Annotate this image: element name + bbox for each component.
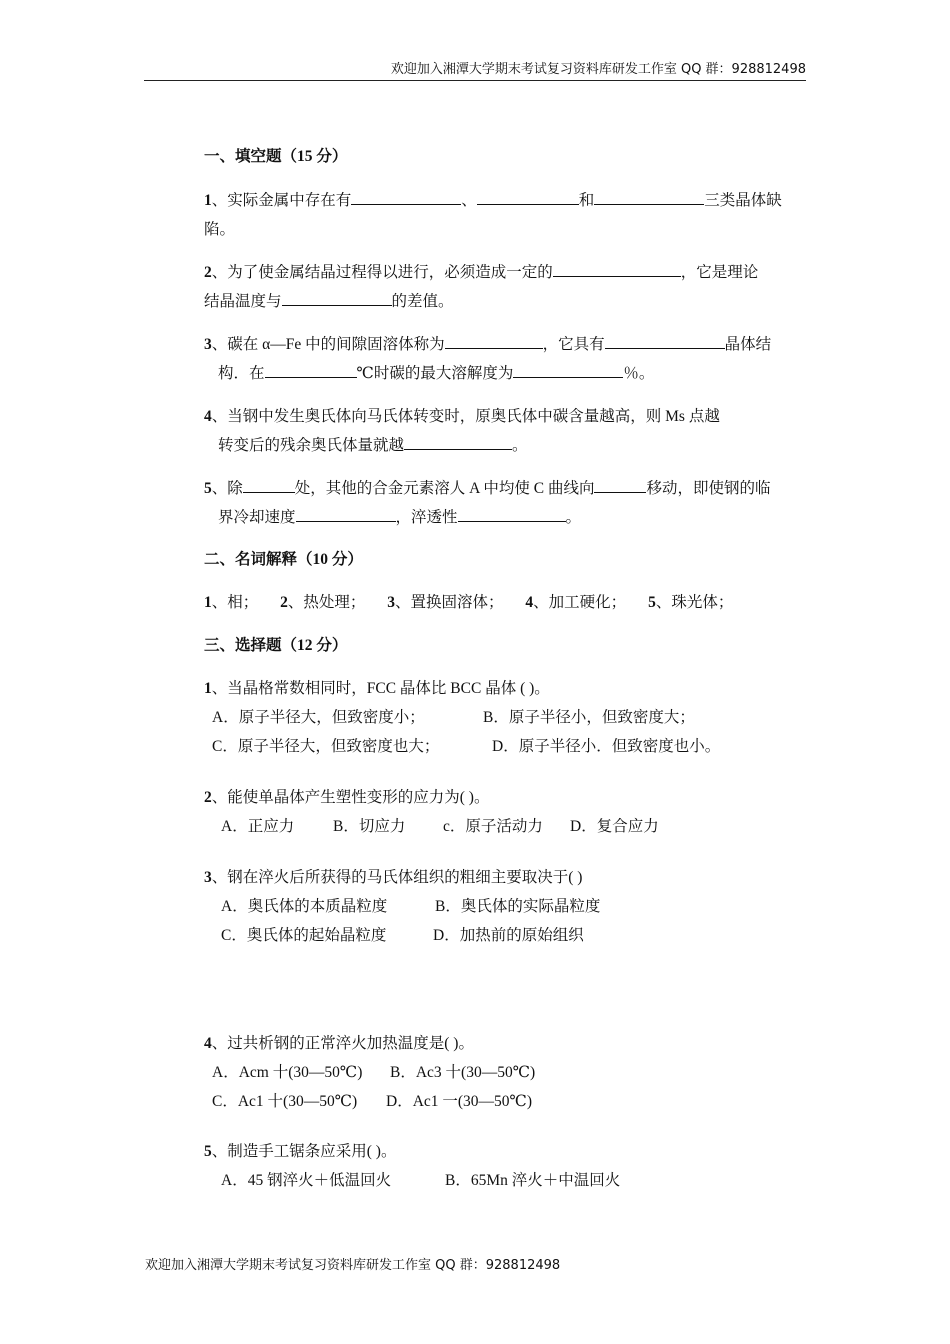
question-number: 5 — [204, 1143, 212, 1160]
question-number: 1 — [204, 192, 212, 209]
answer-blank[interactable] — [243, 477, 295, 493]
choice-question-4-stem — [204, 1029, 806, 1058]
section-3-title: 三、选择题（12 分） — [204, 637, 348, 654]
question-number: 4 — [204, 1035, 212, 1052]
question-text: 晶体结 — [724, 336, 772, 353]
fill-question-3 — [204, 330, 806, 388]
question-text: 处，其他的合金元素溶人 A 中均使 C 曲线向 — [294, 480, 595, 497]
answer-blank[interactable] — [265, 362, 357, 378]
answer-blank[interactable] — [404, 434, 512, 450]
answer-blank[interactable] — [296, 506, 396, 522]
question-number: 3 — [204, 336, 212, 353]
answer-blank[interactable] — [513, 362, 623, 378]
fill-question-2 — [204, 258, 806, 316]
choice-option-c[interactable]: C．原子半径大，但致密度也大； — [212, 738, 440, 755]
question-number: 2 — [204, 264, 212, 281]
answer-blank[interactable] — [458, 506, 566, 522]
choice-option-c[interactable]: c．原子活动力 — [443, 818, 543, 835]
answer-blank[interactable] — [282, 290, 392, 306]
question-text: 、碳在 α—Fe 中的间隙固溶体称为 — [211, 336, 445, 353]
question-text: 、除 — [211, 480, 243, 497]
choice-option-b[interactable]: B．Ac3 十(30—50℃) — [390, 1064, 536, 1081]
question-number: 1 — [204, 680, 212, 697]
answer-blank[interactable] — [553, 261, 681, 277]
question-number: 2 — [204, 789, 212, 806]
question-text: ，淬透性 — [395, 509, 458, 526]
question-text: 、为了使金属结晶过程得以进行，必须造成一定的 — [211, 264, 553, 281]
answer-blank[interactable] — [605, 333, 725, 349]
question-text: 构．在 — [218, 365, 265, 382]
section-2-title: 二、名词解释（10 分） — [204, 551, 363, 568]
question-text: 、 — [461, 192, 477, 209]
question-text: 、当钢中发生奥氏体向马氏体转变时，原奥氏体中碳含量越高，则 Ms 点越 — [211, 408, 720, 425]
choice-option-a[interactable]: A．正应力 — [221, 818, 295, 835]
question-text: 转变后的残余奥氏体量就越 — [218, 437, 405, 454]
question-text: 陷。 — [204, 221, 236, 238]
choice-option-d[interactable]: D．加热前的原始组织 — [433, 927, 584, 944]
question-text: 、过共析钢的正常淬火加热温度是( )。 — [211, 1035, 474, 1052]
term-item: 4、加工硬化； — [525, 594, 627, 611]
question-text: ，它是理论 — [680, 264, 759, 281]
question-text: 结晶温度与 — [204, 293, 282, 310]
answer-blank[interactable] — [351, 189, 461, 205]
choice-option-b[interactable]: B．65Mn 淬火＋中温回火 — [445, 1172, 621, 1189]
question-number: 4 — [204, 408, 212, 425]
term-item: 2、热处理； — [280, 594, 366, 611]
question-text: 界冷却速度 — [218, 509, 296, 526]
question-text: 的差值。 — [391, 293, 454, 310]
question-text: 。 — [565, 509, 582, 526]
answer-blank[interactable] — [594, 189, 704, 205]
choice-option-b[interactable]: B．奥氏体的实际晶粒度 — [435, 898, 601, 915]
choice-question-2-stem — [204, 783, 806, 812]
question-text: 移动，即使钢的临 — [646, 480, 771, 497]
choice-question-1-stem — [204, 674, 806, 703]
answer-blank[interactable] — [477, 189, 579, 205]
question-text: ％。 — [623, 365, 655, 382]
question-text: 。 — [512, 437, 528, 454]
fill-question-4 — [204, 402, 806, 460]
term-list — [204, 588, 806, 617]
fill-question-1 — [204, 186, 806, 244]
answer-blank[interactable] — [594, 477, 646, 493]
choice-question-3-stem — [204, 863, 806, 892]
choice-option-a[interactable]: A．45 钢淬火＋低温回火 — [221, 1172, 392, 1189]
term-item: 5、珠光体； — [648, 594, 734, 611]
choice-option-d[interactable]: D．Ac1 一(30—50℃) — [386, 1093, 533, 1110]
question-text: 三类晶体缺 — [704, 192, 782, 209]
choice-question-5-stem — [204, 1137, 806, 1166]
choice-option-a[interactable]: A．Acm 十(30—50℃) — [212, 1064, 363, 1081]
question-text: 、当晶格常数相同时，FCC 晶体比 BCC 晶体 ( )。 — [211, 680, 550, 697]
fill-question-5 — [204, 474, 806, 532]
question-number: 3 — [204, 869, 212, 886]
choice-option-d[interactable]: D．复合应力 — [570, 818, 659, 835]
page-header: 欢迎加入湘潭大学期末考试复习资料库研发工作室 QQ 群：928812498 — [144, 58, 806, 81]
choice-option-b[interactable]: B．切应力 — [333, 818, 406, 835]
section-1-title: 一、填空题（15 分） — [204, 148, 348, 165]
question-text: 、钢在淬火后所获得的马氏体组织的粗细主要取决于( ) — [211, 869, 583, 886]
question-text: 、实际金属中存在有 — [211, 192, 352, 209]
choice-option-a[interactable]: A．原子半径大，但致密度小； — [212, 709, 425, 726]
page-footer: 欢迎加入湘潭大学期末考试复习资料库研发工作室 QQ 群：928812498 — [145, 1258, 561, 1273]
choice-option-b[interactable]: B．原子半径小，但致密度大； — [483, 709, 695, 726]
choice-option-d[interactable]: D．原子半径小．但致密度也小。 — [492, 738, 721, 755]
question-text: 、能使单晶体产生塑性变形的应力为( )。 — [211, 789, 490, 806]
question-text: 和 — [578, 192, 595, 209]
question-number: 5 — [204, 480, 212, 497]
question-text: 、制造手工锯条应采用( )。 — [211, 1143, 397, 1160]
term-item: 1、相； — [204, 594, 259, 611]
choice-option-c[interactable]: C．奥氏体的起始晶粒度 — [221, 927, 387, 944]
question-text: ，它具有 — [542, 336, 605, 353]
question-text: ℃时碳的最大溶解度为 — [356, 365, 514, 382]
choice-option-c[interactable]: C．Ac1 十(30—50℃) — [212, 1093, 358, 1110]
answer-blank[interactable] — [445, 333, 543, 349]
choice-option-a[interactable]: A．奥氏体的本质晶粒度 — [221, 898, 388, 915]
term-item: 3、置换固溶体； — [387, 594, 504, 611]
